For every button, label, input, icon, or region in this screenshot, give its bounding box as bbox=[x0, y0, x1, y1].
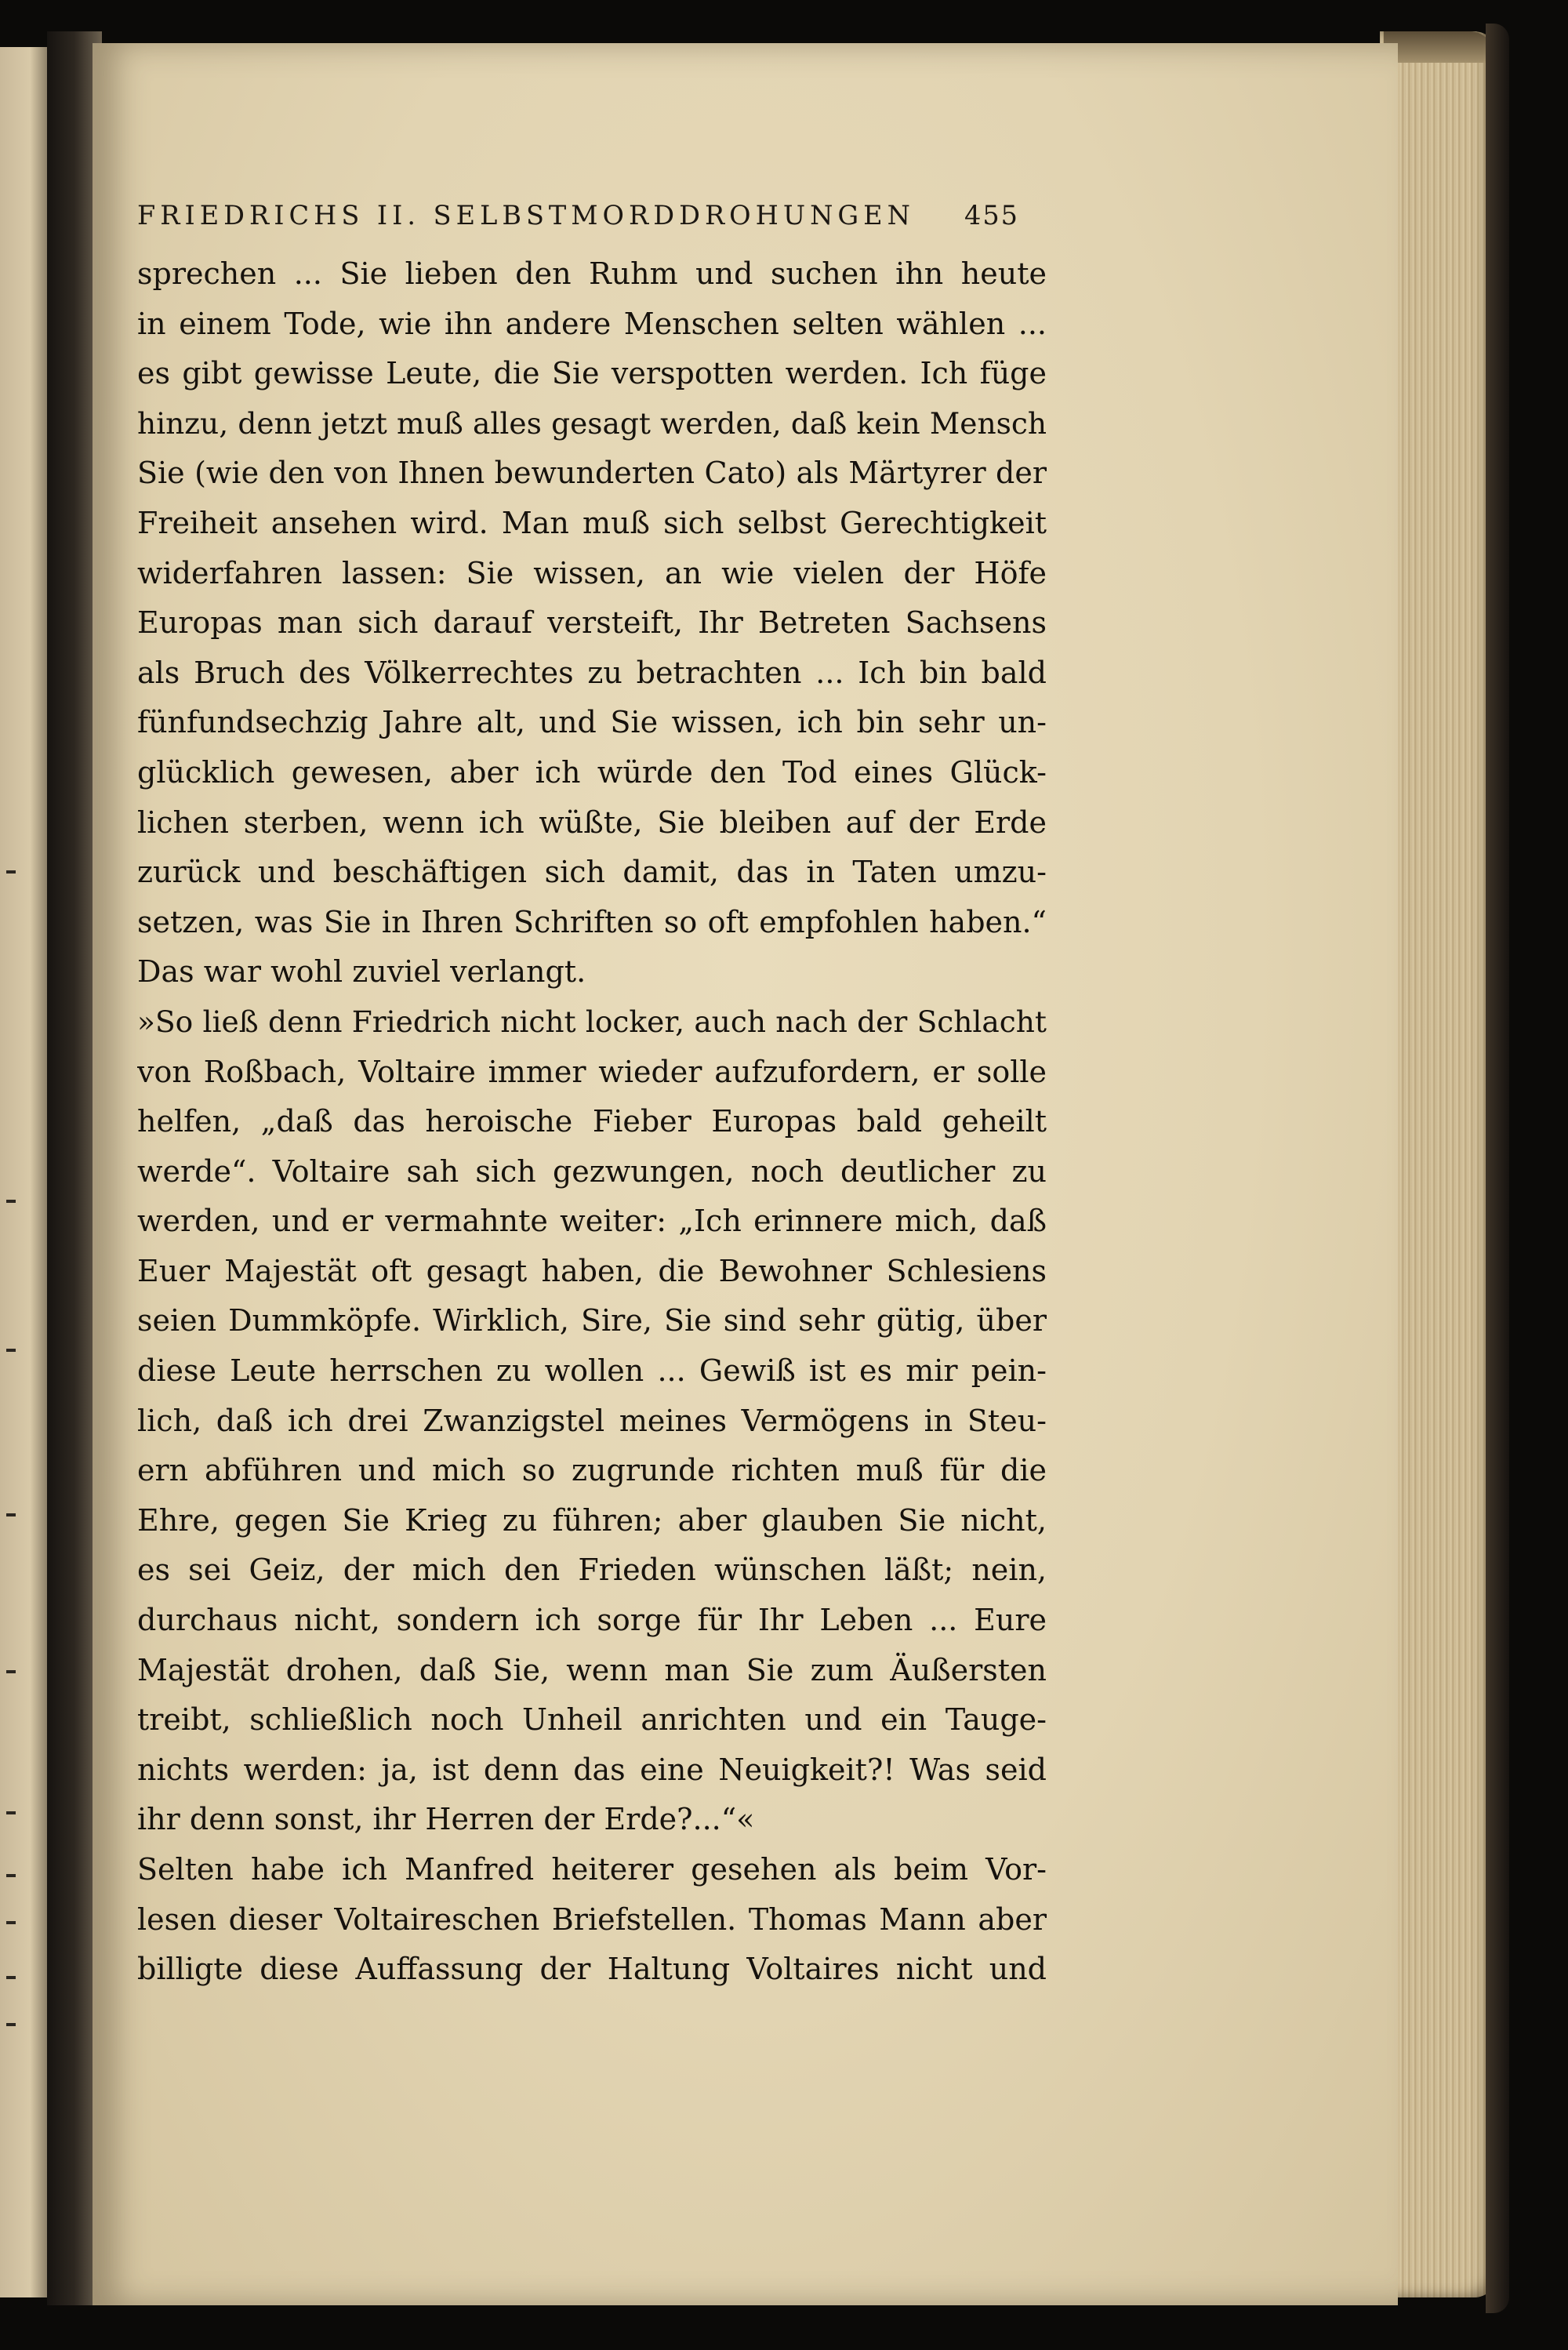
text-line: werden, und er vermahnte weiter: „Ich erinnere mich, daß bbox=[137, 1204, 1047, 1239]
text-line: lesen dieser Voltaireschen Briefstellen. Thomas Mann aber bbox=[137, 1901, 1047, 1937]
text-line: fünfundsechzig Jahre alt, und Sie wissen, ich bin sehr un- bbox=[137, 705, 1047, 740]
body-text bbox=[137, 249, 1047, 1995]
text-line: Selten habe ich Manfred heiterer gesehen als beim Vor- bbox=[137, 1852, 1047, 1887]
running-header bbox=[137, 200, 1019, 247]
text-line: Das war wohl zuviel verlangt. bbox=[137, 954, 586, 990]
left-page-mark bbox=[6, 1921, 16, 1924]
text-line: billigte diese Auffassung der Haltung Voltaires nicht und bbox=[137, 1952, 1047, 1987]
text-line: seien Dummköpfe. Wirklich, Sire, Sie sind sehr gütig, über bbox=[137, 1303, 1047, 1338]
text-line: Sie (wie den von Ihnen bewunderten Cato) als Märtyrer der bbox=[137, 456, 1047, 491]
text-line: treibt, schließlich noch Unheil anrichten und ein Tauge- bbox=[137, 1702, 1047, 1738]
text-line: widerfahren lassen: Sie wissen, an wie vielen der Höfe bbox=[137, 555, 1047, 590]
text-line: es sei Geiz, der mich den Frieden wünschen läßt; nein, bbox=[137, 1553, 1047, 1588]
text-line: von Roßbach, Voltaire immer wieder aufzufordern, er solle bbox=[137, 1054, 1047, 1089]
text-line: diese Leute herrschen zu wollen ... Gewiß ist es mir pein- bbox=[137, 1353, 1047, 1389]
text-line: ihr denn sonst, ihr Herren der Erde?...“« bbox=[137, 1802, 755, 1837]
running-header-title: FRIEDRICHS II. SELBSTMORDDROHUNGEN bbox=[137, 200, 915, 231]
left-page-mark bbox=[6, 1811, 16, 1814]
text-line: Europas man sich darauf versteift, Ihr Betreten Sachsens bbox=[137, 605, 1047, 641]
left-page-mark bbox=[6, 1670, 16, 1673]
page-number: 455 bbox=[964, 200, 1019, 231]
left-page-mark bbox=[6, 2023, 16, 2026]
text-line: zurück und beschäftigen sich damit, das in Taten umzu- bbox=[137, 855, 1047, 890]
text-line: als Bruch des Völkerrechtes zu betrachten ... Ich bin bald bbox=[137, 655, 1047, 690]
text-line: durchaus nicht, sondern ich sorge für Ihr Leben ... Eure bbox=[137, 1603, 1047, 1638]
text-line: Euer Majestät oft gesagt haben, die Bewohner Schlesiens bbox=[137, 1253, 1047, 1288]
left-page-mark bbox=[6, 1200, 16, 1203]
text-line: lichen sterben, wenn ich wüßte, Sie bleiben auf der Erde bbox=[137, 805, 1047, 840]
left-page-mark bbox=[6, 1874, 16, 1877]
text-line: setzen, was Sie in Ihren Schriften so oft empfohlen haben.“ bbox=[137, 904, 1047, 939]
text-line: werde“. Voltaire sah sich gezwungen, noch deutlicher zu bbox=[137, 1153, 1047, 1189]
text-line: Majestät drohen, daß Sie, wenn man Sie zum Äußersten bbox=[137, 1652, 1047, 1687]
text-line: helfen, „daß das heroische Fieber Europas bald geheilt bbox=[137, 1104, 1047, 1139]
text-line: glücklich gewesen, aber ich würde den Tod eines Glück- bbox=[137, 754, 1047, 790]
text-line: lich, daß ich drei Zwanzigstel meines Vermögens in Steu- bbox=[137, 1403, 1047, 1438]
text-line: nichts werden: ja, ist denn das eine Neuigkeit?! Was seid bbox=[137, 1752, 1047, 1787]
text-line: ern abführen und mich so zugrunde richten muß für die bbox=[137, 1453, 1047, 1488]
text-line: hinzu, denn jetzt muß alles gesagt werden, daß kein Mensch bbox=[137, 405, 1047, 441]
left-page-mark bbox=[6, 1513, 16, 1516]
book-cover-edge bbox=[1486, 24, 1509, 2313]
left-page-mark bbox=[6, 1976, 16, 1979]
text-line: Ehre, gegen Sie Krieg zu führen; aber glauben Sie nicht, bbox=[137, 1502, 1047, 1538]
text-line: sprechen ... Sie lieben den Ruhm und suchen ihn heute bbox=[137, 256, 1047, 291]
text-line: in einem Tode, wie ihn andere Menschen selten wählen ... bbox=[137, 306, 1047, 341]
text-line: »So ließ denn Friedrich nicht locker, auch nach der Schlacht bbox=[137, 1004, 1047, 1039]
page-stack-top bbox=[1384, 31, 1494, 63]
text-line: Freiheit ansehen wird. Man muß sich selbst Gerechtigkeit bbox=[137, 505, 1047, 540]
left-page-mark bbox=[6, 1349, 16, 1352]
text-line: es gibt gewisse Leute, die Sie verspotten werden. Ich füge bbox=[137, 356, 1047, 391]
left-page-mark bbox=[6, 870, 16, 874]
